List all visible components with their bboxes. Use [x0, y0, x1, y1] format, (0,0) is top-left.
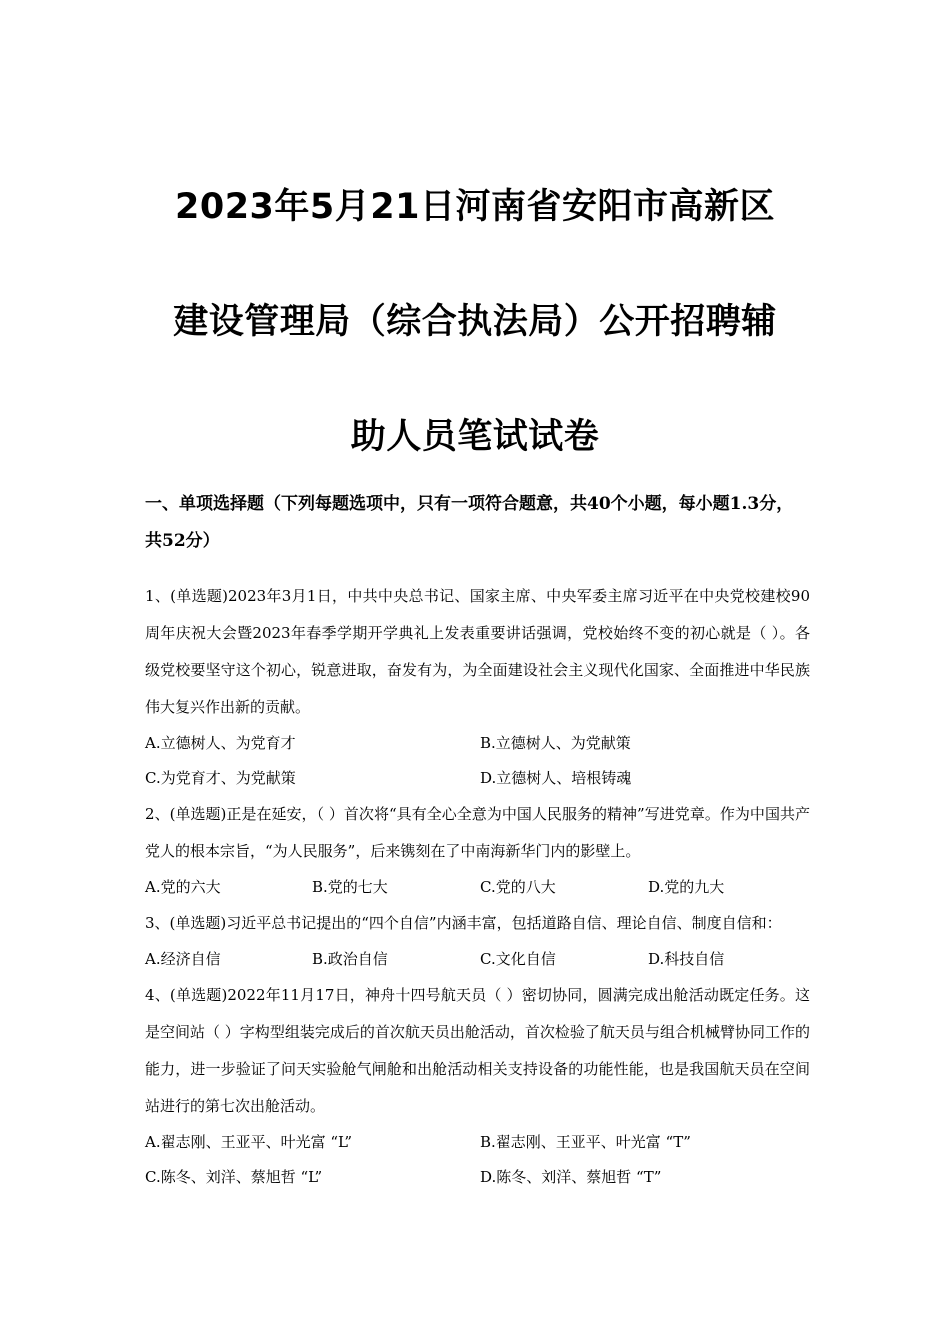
option-b: B.政治自信: [312, 950, 388, 968]
option-d: D.党的九大: [648, 878, 725, 896]
option-d: D.陈冬、刘洋、蔡旭哲 “T”: [480, 1168, 662, 1186]
option-a: A.立德树人、为党育才: [145, 734, 296, 752]
option-c: C.文化自信: [480, 950, 556, 968]
title-line-2: 建设管理局（综合执法局）公开招聘辅: [173, 302, 777, 342]
question-text: 3、(单选题)习近平总书记提出的“四个自信”内涵丰富，包括道路自信、理论自信、制度自信和：: [145, 914, 782, 932]
question-options: [145, 1125, 810, 1195]
option-b: B.翟志刚、王亚平、叶光富 “T”: [480, 1133, 691, 1151]
title-line-1: 2023年5月21日河南省安阳市高新区: [175, 187, 775, 227]
question-3: [145, 905, 810, 977]
option-d: D.立德树人、培根铸魂: [480, 769, 632, 787]
option-a: A.党的六大: [145, 878, 221, 896]
option-b: B.立德树人、为党献策: [480, 734, 631, 752]
option-c: C.党的八大: [480, 878, 556, 896]
option-c: C.陈冬、刘洋、蔡旭哲 “L”: [145, 1168, 323, 1186]
option-d: D.科技自信: [648, 950, 725, 968]
question-2: [145, 796, 810, 905]
option-b: B.党的七大: [312, 878, 388, 896]
option-c: C.为党育才、为党献策: [145, 769, 296, 787]
document-body: [145, 486, 810, 1195]
question-text: 1、(单选题)2023年3月1日，中共中央总书记、国家主席、中央军委主席习近平在中央党校建校90周年庆祝大会暨2023年春季学期开学典礼上发表重要讲话强调，党校始终不变的初心就是（ ）。各级党校要坚守这个初心，锐意进取，奋发有为，为全面建设社会主义现代化国家、全面推进中华民族伟大复兴作出新的贡献。: [145, 587, 810, 716]
question-options: [145, 942, 810, 977]
title-line-3: 助人员笔试试卷: [350, 417, 600, 457]
document-title: [100, 150, 850, 495]
question-options: [145, 870, 810, 905]
option-a: A.翟志刚、王亚平、叶光富 “L”: [145, 1133, 353, 1151]
question-1: [145, 578, 810, 796]
question-options: [145, 726, 810, 796]
question-4: [145, 977, 810, 1195]
section-heading: 一、单项选择题（下列每题选项中，只有一项符合题意，共40个小题，每小题1.3分，共52分）: [145, 494, 794, 551]
question-text: 2、(单选题)正是在延安，（ ）首次将“具有全心全意为中国人民服务的精神”写进党章。作为中国共产党人的根本宗旨，“为人民服务”，后来镌刻在了中南海新华门内的影壁上。: [145, 805, 810, 860]
question-text: 4、(单选题)2022年11月17日，神舟十四号航天员（ ）密切协同，圆满完成出舱活动既定任务。这是空间站（ ）字构型组装完成后的首次航天员出舱活动，首次检验了航天员与组合机械臂协同工作的能力，进一步验证了问天实验舱气闸舱和出舱活动相关支持设备的功能性能，也是我国航天员在空间站进行的第七次出舱活动。: [145, 986, 810, 1115]
option-a: A.经济自信: [145, 950, 221, 968]
